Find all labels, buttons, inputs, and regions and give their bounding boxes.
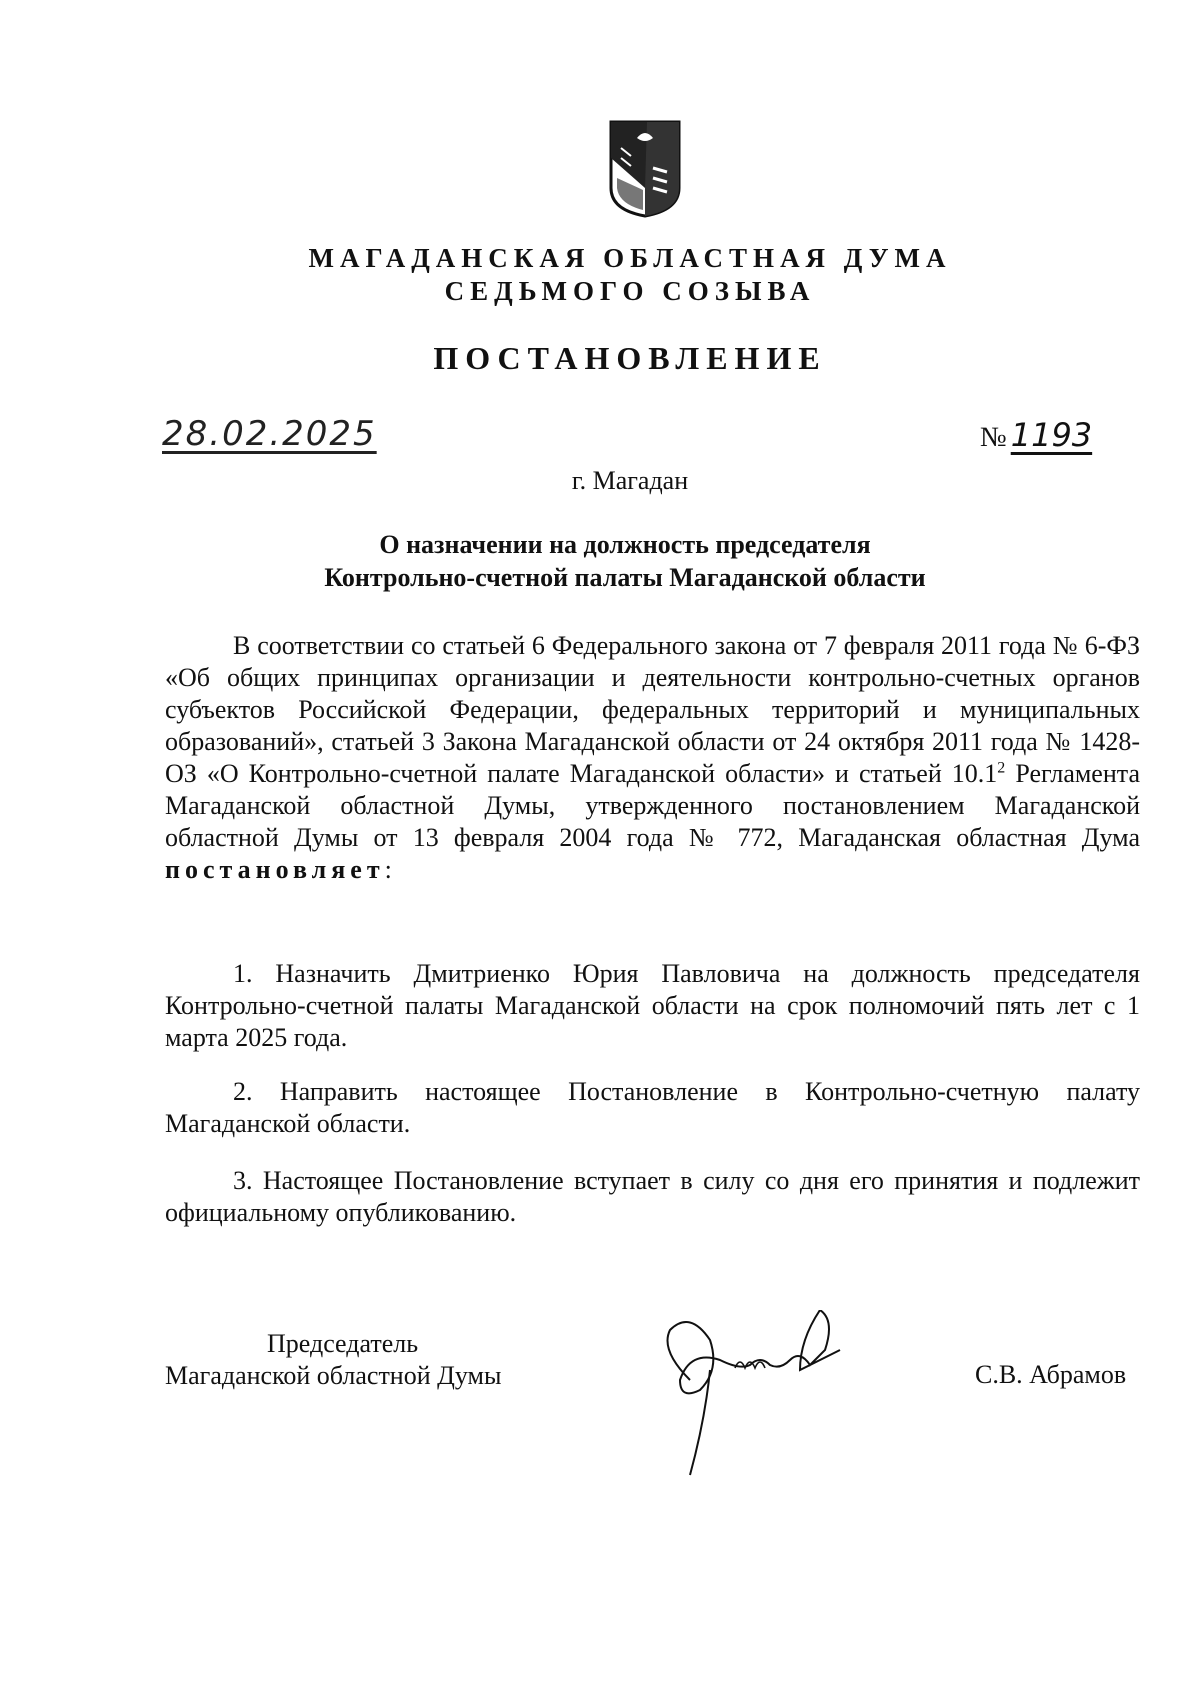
signatory-role [165,1328,501,1392]
item-2: 2. Направить настоящее Постановление в Контрольно-счетную палату Магаданской области. [165,1077,1140,1138]
preamble-text-1: В соответствии со статьей 6 Федерального закона от 7 февраля 2011 года № 6-ФЗ «Об общих принципах организации и деятельности контрольно-счетных органов субъектов Российской Федерации, федеральных территорий и муниципальных образований», статьей 3 Закона Магаданской области от 24 октября 2011 года № 1428-ОЗ «О Контрольно-счетной палате Магаданской области» и статьей 10.1 [165,631,1140,788]
number-label: № [980,422,1007,453]
item-1: 1. Назначить Дмитриенко Юрия Павловича на должность председателя Контрольно-счетной палаты Магаданской области на срок полномочий пять лет с 1 марта 2025 года. [165,959,1140,1052]
document-number-block [980,416,1092,454]
document-title [0,528,1200,594]
document-type: ПОСТАНОВЛЕНИЕ [433,340,827,376]
convocation: СЕДЬМОГО СОЗЫВА [444,276,816,306]
handwritten-signature [650,1310,850,1480]
organization-name: МАГАДАНСКАЯ ОБЛАСТНАЯ ДУМА [308,243,952,273]
role-line-1: Председатель [267,1329,419,1358]
preamble-colon: : [384,855,392,884]
preamble [165,630,1140,886]
item-3: 3. Настоящее Постановление вступает в силу со дня его принятия и подлежит официальному опубликованию. [165,1166,1140,1227]
decides-word: постановляет [165,855,385,884]
title-line-1: О назначении на должность председателя [379,530,871,559]
preamble-superscript: 2 [997,759,1006,777]
preamble-text-2: Регламента Магаданской областной Думы, утвержденного постановлением Магаданской областной Думы от 13 февраля 2004 года № 772, Магаданская областная Дума [165,759,1140,852]
title-line-2: Контрольно-счетной палаты Магаданской области [324,563,926,592]
coat-of-arms-icon [607,118,683,218]
document-date: 28.02.2025 [162,414,377,454]
signatory-name: С.В. Абрамов [975,1360,1127,1389]
city: г. Магадан [571,466,689,495]
role-line-2: Магаданской областной Думы [165,1361,502,1390]
document-number: 1193 [1010,416,1093,454]
